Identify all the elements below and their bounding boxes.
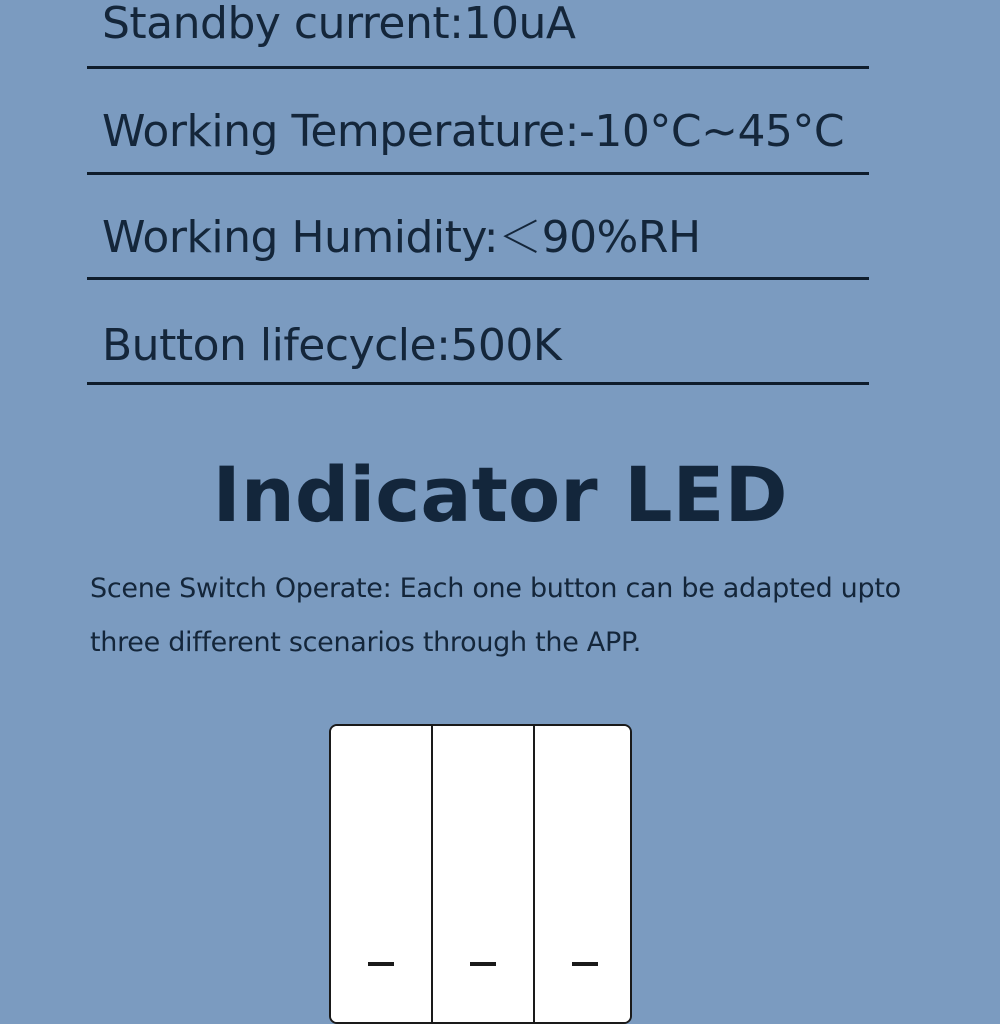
section-title: Indicator LED [212, 450, 788, 539]
spec-row-standby-current [87, 0, 869, 70]
switch-button-2[interactable] [433, 726, 533, 1024]
led-indicator-icon [572, 962, 598, 966]
spec-row-working-temperature [87, 70, 869, 176]
switch-button-3[interactable] [535, 726, 632, 1024]
divider-line [87, 66, 869, 69]
led-indicator-icon [368, 962, 394, 966]
section-description-line-1: Scene Switch Operate: Each one button can be adapted upto [90, 573, 901, 604]
switch-button-1[interactable] [331, 726, 431, 1024]
divider-line [87, 382, 869, 385]
spec-row-button-lifecycle [87, 282, 869, 388]
spec-row-working-humidity [87, 176, 869, 282]
section-description-line-2: three different scenarios through the APP. [90, 627, 641, 658]
divider-line [87, 277, 869, 280]
spec-list [0, 0, 1000, 400]
divider-line [87, 172, 869, 175]
led-indicator-icon [470, 962, 496, 966]
spec-text: Working Humidity:＜90%RH [102, 212, 701, 263]
spec-text: Working Temperature:-10°C~45°C [102, 106, 845, 157]
spec-text: Button lifecycle:500K [102, 320, 562, 371]
three-gang-switch-panel [329, 724, 632, 1024]
spec-text: Standby current:10uA [102, 0, 576, 49]
